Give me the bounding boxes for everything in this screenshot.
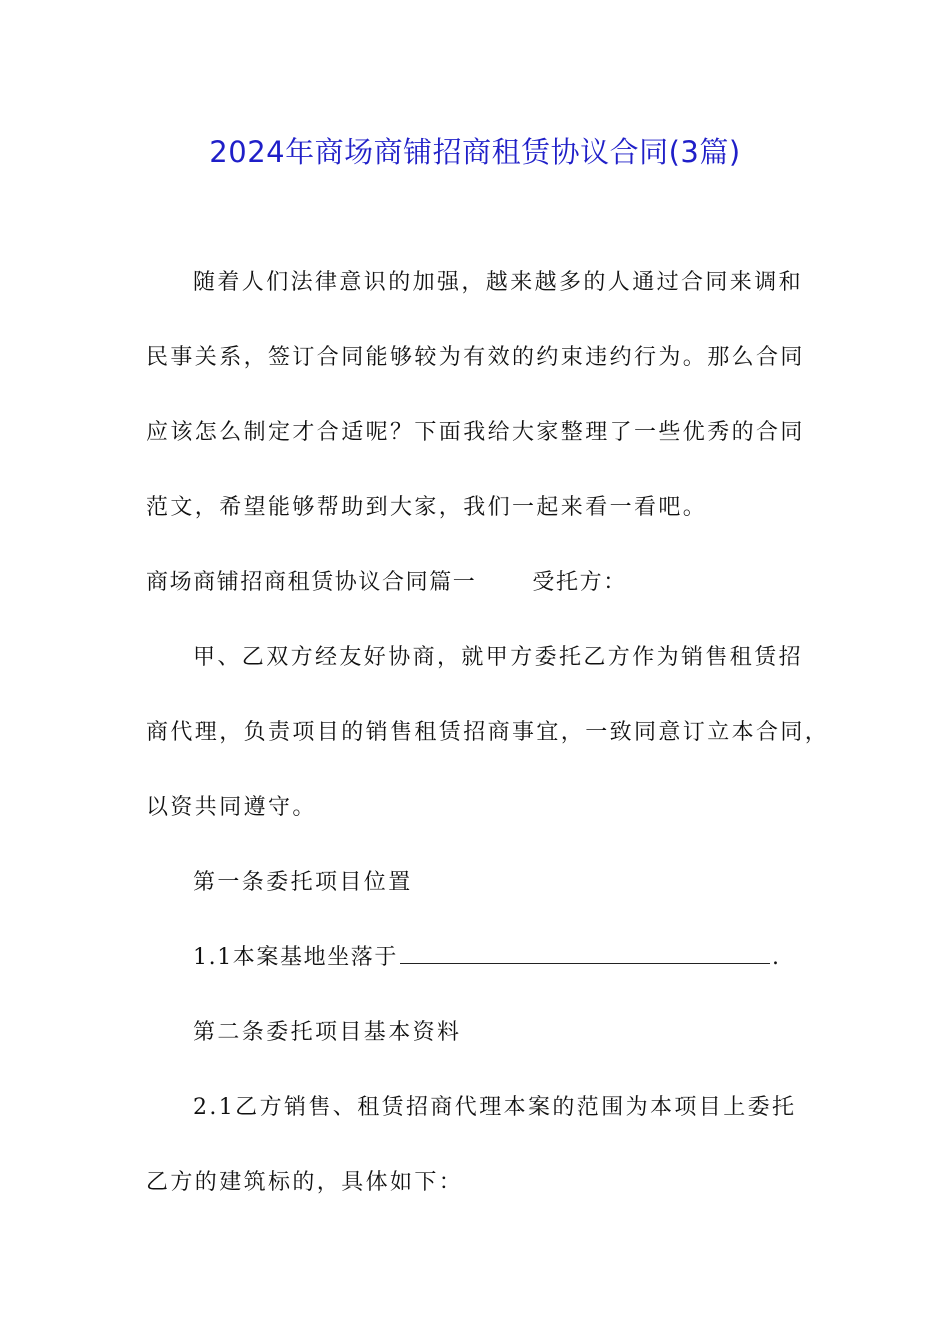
section-party-label: 受托方： <box>532 570 627 595</box>
document-title: 2024年商场商铺招商租赁协议合同(3篇) <box>209 135 741 169</box>
clause-1-1-period: . <box>772 945 781 970</box>
intro-line-1: 随着人们法律意识的加强，越来越多的人通过合同来调和 <box>193 270 804 295</box>
clause-2-1-line-2: 乙方的建筑标的，具体如下： <box>146 1170 464 1195</box>
clause-2-1-line-1: 2.1乙方销售、租赁招商代理本案的范围为本项目上委托 <box>193 1095 797 1120</box>
intro-line-2: 民事关系，签订合同能够较为有效的约束违约行为。那么合同 <box>146 345 805 370</box>
para1-line-2: 商代理，负责项目的销售租赁招商事宜，一致同意订立本合同， <box>146 720 830 745</box>
clause-1-1-text: 1.1本案基地坐落于 <box>193 945 398 970</box>
fill-in-blank[interactable] <box>400 941 770 964</box>
para1-line-1: 甲、乙双方经友好协商，就甲方委托乙方作为销售租赁招 <box>193 645 804 670</box>
section-heading: 商场商铺招商租赁协议合同篇一 <box>146 570 477 595</box>
para1-line-3: 以资共同遵守。 <box>146 795 317 820</box>
article2-title: 第二条委托项目基本资料 <box>193 1020 462 1045</box>
clause-1-1 <box>193 941 781 975</box>
article1-title: 第一条委托项目位置 <box>193 870 413 895</box>
intro-line-4: 范文，希望能够帮助到大家，我们一起来看一看吧。 <box>146 495 708 520</box>
intro-line-3: 应该怎么制定才合适呢？下面我给大家整理了一些优秀的合同 <box>146 420 805 445</box>
section-heading-line <box>146 566 627 600</box>
